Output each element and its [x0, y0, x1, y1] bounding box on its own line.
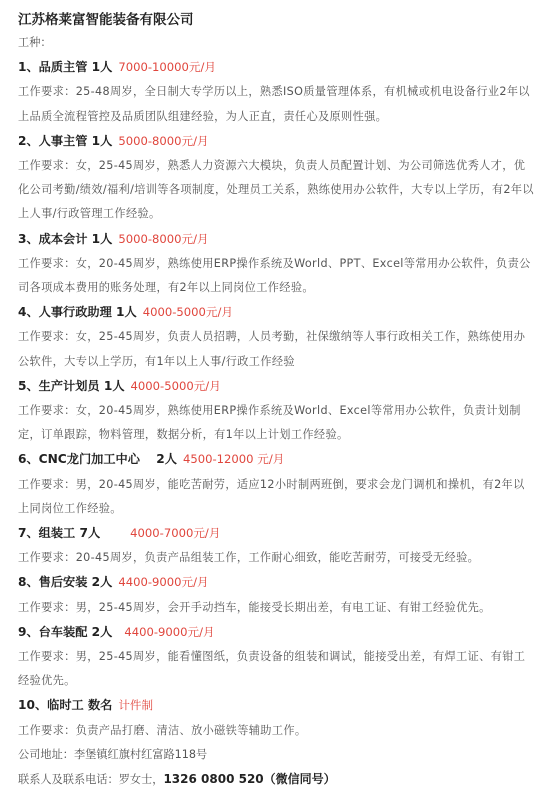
- job-item: [18, 300, 536, 374]
- job-title: 6、CNC龙门加工中心 2人: [18, 452, 177, 467]
- job-title: 1、品质主管 1人: [18, 60, 113, 75]
- job-title-row: [18, 570, 536, 595]
- job-description: 工作要求：负责产品打磨、清洁、放小磁铁等辅助工作。: [18, 723, 307, 737]
- job-item: [18, 693, 536, 742]
- job-salary: 4000-7000元/月: [130, 525, 221, 540]
- contact-info: [18, 767, 536, 792]
- job-title-row: [18, 693, 536, 718]
- company-name: 江苏格莱富智能装备有限公司: [18, 12, 194, 28]
- contact-label: 联系人及联系电话：罗女士，: [18, 772, 164, 786]
- job-item: [18, 521, 536, 570]
- job-title: 5、生产计划员 1人: [18, 378, 125, 393]
- job-title-row: [18, 620, 536, 645]
- company-address: 公司地址：李堡镇红旗村红富路118号: [18, 747, 208, 761]
- job-item: [18, 55, 536, 129]
- job-salary: 4000-5000元/月: [142, 305, 233, 320]
- job-description: 工作要求：男，25-45周岁，能看懂图纸，负责设备的组装和调试，能接受出差，有焊工证、有钳工经验优先。: [18, 649, 526, 688]
- job-item: [18, 129, 536, 227]
- job-title: 3、成本会计 1人: [18, 231, 113, 246]
- job-title: 9、台车装配 2人: [18, 624, 113, 639]
- job-title-row: [18, 129, 536, 154]
- job-salary: 4000-5000元/月: [130, 378, 221, 393]
- job-description: 工作要求：25-48周岁，全日制大专学历以上，熟悉ISO质量管理体系，有机械或机电设备行业2年以上品质全流程管控及品质团队组建经验，为人正直，责任心及原则性强。: [18, 85, 530, 123]
- job-item: [18, 447, 536, 521]
- job-salary: 4400-9000元/月: [124, 624, 215, 639]
- job-item: [18, 570, 536, 619]
- job-item: [18, 227, 536, 301]
- job-title-row: [18, 300, 536, 325]
- job-salary: 计件制: [118, 698, 154, 713]
- job-salary: 4400-9000元/月: [118, 575, 209, 590]
- job-salary: 5000-8000元/月: [118, 231, 209, 246]
- job-description: 工作要求：女，25-45周岁，负责人员招聘，人员考勤，社保缴纳等人事行政相关工作，熟练使用办公软件，大专以上学历，有1年以上人事/行政工作经验: [18, 330, 526, 368]
- job-description: 工作要求：男，20-45周岁，能吃苦耐劳，适应12小时制两班倒，要求会龙门调机和操机，有2年以上同岗位工作经验。: [18, 477, 525, 515]
- job-item: [18, 620, 536, 694]
- job-title-row: [18, 55, 536, 80]
- job-list: [18, 55, 536, 743]
- job-title-row: [18, 227, 536, 252]
- job-description: 工作要求：女，20-45周岁，熟练使用ERP操作系统及World、Excel等常用办公软件，负责计划制定，订单跟踪，物料管理，数据分析，有1年以上计划工作经验。: [18, 403, 521, 442]
- jobs-label: 工种：: [18, 36, 52, 49]
- job-title: 8、售后安装 2人: [18, 575, 113, 590]
- job-salary: 4500-12000 元/月: [182, 452, 285, 467]
- job-title-row: [18, 447, 536, 472]
- job-item: [18, 374, 536, 448]
- job-title: 7、组装工 7人: [18, 525, 101, 540]
- job-title-row: [18, 374, 536, 399]
- job-salary: 7000-10000元/月: [118, 60, 216, 75]
- job-description: 工作要求：20-45周岁，负责产品组装工作，工作耐心细致，能吃苦耐劳，可接受无经验。: [18, 551, 480, 565]
- job-title-row: [18, 521, 536, 546]
- job-salary: 5000-8000元/月: [118, 133, 209, 148]
- contact-phone: 1326 0800 520（微信同号）: [163, 771, 336, 786]
- job-description: 工作要求：男，25-45周岁，会开手动挡车，能接受长期出差，有电工证、有钳工经验优先。: [18, 600, 491, 614]
- job-description: 工作要求：女，25-45周岁，熟悉人力资源六大模块，负责人员配置计划、为公司筛选优秀人才，优化公司考勤/绩效/福利/培训等各项制度，处理员工关系，熟练使用办公软件，大专以上学历，有2年以上人事/行政管理工作经验。: [18, 158, 534, 221]
- job-title: 2、人事主管 1人: [18, 133, 113, 148]
- job-title: 10、临时工 数名: [18, 698, 113, 713]
- job-description: 工作要求：女，20-45周岁，熟练使用ERP操作系统及World、PPT、Excel等常用办公软件，负责公司各项成本费用的账务处理，有2年以上同岗位工作经验。: [18, 256, 531, 294]
- job-title: 4、人事行政助理 1人: [18, 305, 137, 320]
